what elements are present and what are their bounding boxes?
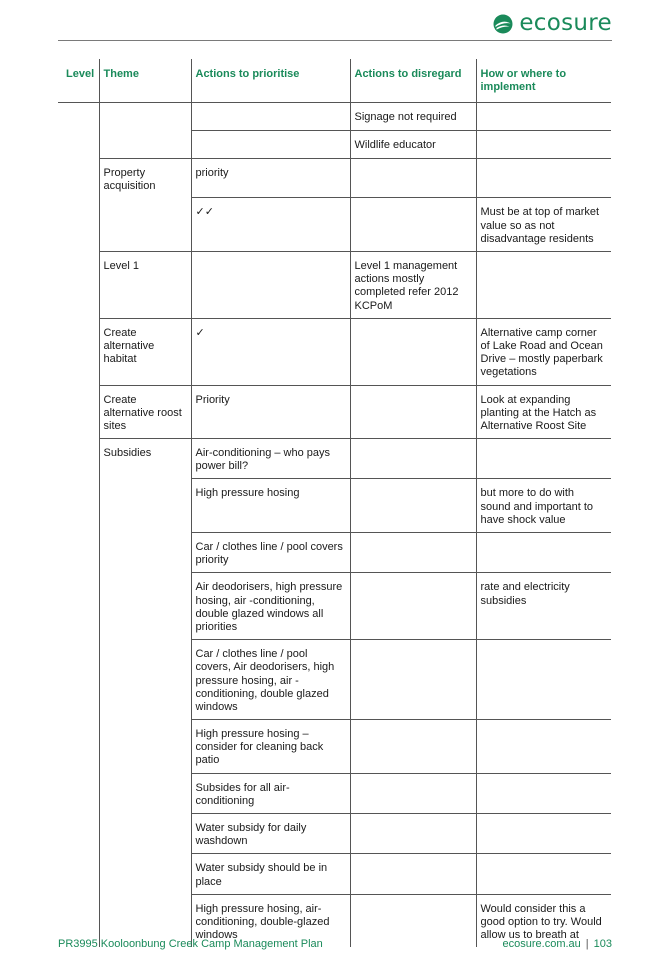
- level-cell: [58, 640, 99, 720]
- prioritise-cell: High pressure hosing: [191, 479, 350, 533]
- theme-cell: Create alternative habitat: [99, 318, 191, 385]
- level-cell: [58, 131, 99, 158]
- level-cell: [58, 318, 99, 385]
- theme-cell: [99, 640, 191, 720]
- prioritise-cell: Air-conditioning – who pays power bill?: [191, 439, 350, 479]
- level-cell: [58, 479, 99, 533]
- table-row: [58, 131, 611, 158]
- footer-document-title: PR3995 Kooloonbung Creek Camp Management Plan: [58, 938, 323, 950]
- theme-cell: Property acquisition: [99, 158, 191, 198]
- page-number: 103: [593, 938, 612, 950]
- table-row: [58, 854, 611, 894]
- disregard-cell: [350, 720, 476, 774]
- prioritise-cell: Car / clothes line / pool covers, Air deodorisers, high pressure hosing, air -conditioning, double glazed windows: [191, 640, 350, 720]
- implement-cell: Would consider this a good option to try. Would allow us to breath at: [476, 894, 611, 947]
- column-header-how-or-where-to-implement: How or where to implement: [476, 59, 611, 103]
- column-header-level: Level: [58, 59, 99, 103]
- disregard-cell: [350, 854, 476, 894]
- level-cell: [58, 720, 99, 774]
- table-row: [58, 103, 611, 131]
- theme-cell: [99, 533, 191, 573]
- implement-cell: [476, 252, 611, 319]
- implement-cell: [476, 439, 611, 479]
- disregard-cell: [350, 318, 476, 385]
- disregard-cell: Signage not required: [350, 103, 476, 131]
- disregard-cell: Wildlife educator: [350, 131, 476, 158]
- table-row: [58, 640, 611, 720]
- level-cell: [58, 533, 99, 573]
- theme-cell: Level 1: [99, 252, 191, 319]
- level-cell: [58, 773, 99, 813]
- implement-cell: [476, 103, 611, 131]
- prioritise-cell: ✓: [191, 318, 350, 385]
- level-cell: [58, 252, 99, 319]
- prioritise-cell: Car / clothes line / pool covers priority: [191, 533, 350, 573]
- implement-cell: [476, 854, 611, 894]
- table-row: [58, 318, 611, 385]
- implement-cell: [476, 720, 611, 774]
- disregard-cell: [350, 640, 476, 720]
- disregard-cell: [350, 573, 476, 640]
- implement-cell: [476, 640, 611, 720]
- prioritise-cell: High pressure hosing – consider for cleaning back patio: [191, 720, 350, 774]
- implement-cell: Alternative camp corner of Lake Road and Ocean Drive – mostly paperbark vegetations: [476, 318, 611, 385]
- table-row: [58, 252, 611, 319]
- header-rule: [58, 40, 612, 41]
- theme-cell: [99, 131, 191, 158]
- implement-cell: Must be at top of market value so as not disadvantage residents: [476, 198, 611, 252]
- column-header-actions-to-prioritise: Actions to prioritise: [191, 59, 350, 103]
- level-cell: [58, 814, 99, 854]
- table-header-row: [58, 59, 611, 103]
- level-cell: [58, 103, 99, 131]
- disregard-cell: [350, 158, 476, 198]
- level-cell: [58, 385, 99, 439]
- level-cell: [58, 198, 99, 252]
- prioritise-cell: priority: [191, 158, 350, 198]
- column-header-theme: Theme: [99, 59, 191, 103]
- level-cell: [58, 158, 99, 198]
- theme-cell: [99, 103, 191, 131]
- table-row: [58, 385, 611, 439]
- theme-cell: Create alternative roost sites: [99, 385, 191, 439]
- disregard-cell: [350, 773, 476, 813]
- table-row: [58, 814, 611, 854]
- level-cell: [58, 854, 99, 894]
- prioritise-cell: Subsides for all air-conditioning: [191, 773, 350, 813]
- theme-cell: [99, 854, 191, 894]
- table-row: [58, 158, 611, 198]
- implement-cell: rate and electricity subsidies: [476, 573, 611, 640]
- disregard-cell: [350, 439, 476, 479]
- table-row: [58, 533, 611, 573]
- management-actions-table: [58, 59, 611, 947]
- implement-cell: [476, 158, 611, 198]
- implement-cell: Look at expanding planting at the Hatch as Alternative Roost Site: [476, 385, 611, 439]
- prioritise-cell: [191, 252, 350, 319]
- prioritise-cell: Priority: [191, 385, 350, 439]
- implement-cell: but more to do with sound and important to have shock value: [476, 479, 611, 533]
- theme-cell: Subsidies: [99, 439, 191, 479]
- footer-website: ecosure.com.au: [502, 938, 581, 950]
- footer-separator: |: [585, 938, 589, 950]
- page-footer: [58, 938, 612, 950]
- level-cell: [58, 573, 99, 640]
- level-cell: [58, 439, 99, 479]
- theme-cell: [99, 479, 191, 533]
- table-row: [58, 773, 611, 813]
- disregard-cell: Level 1 management actions mostly completed refer 2012 KCPoM: [350, 252, 476, 319]
- theme-cell: [99, 773, 191, 813]
- table-row: [58, 720, 611, 774]
- footer-right: [503, 938, 612, 950]
- table-row: [58, 439, 611, 479]
- prioritise-cell: Water subsidy for daily washdown: [191, 814, 350, 854]
- prioritise-cell: Air deodorisers, high pressure hosing, air -conditioning, double glazed windows all priorities: [191, 573, 350, 640]
- disregard-cell: [350, 479, 476, 533]
- theme-cell: [99, 198, 191, 252]
- theme-cell: [99, 814, 191, 854]
- prioritise-cell: High pressure hosing, air-conditioning, double-glazed windows: [191, 894, 350, 947]
- theme-cell: [99, 573, 191, 640]
- implement-cell: [476, 773, 611, 813]
- table-row: [58, 198, 611, 252]
- implement-cell: [476, 814, 611, 854]
- column-header-actions-to-disregard: Actions to disregard: [350, 59, 476, 103]
- table-row: [58, 479, 611, 533]
- table-row: [58, 573, 611, 640]
- implement-cell: [476, 533, 611, 573]
- disregard-cell: [350, 198, 476, 252]
- prioritise-cell: Water subsidy should be in place: [191, 854, 350, 894]
- disregard-cell: [350, 533, 476, 573]
- ecosure-logo: [493, 12, 612, 35]
- prioritise-cell: ✓✓: [191, 198, 350, 252]
- prioritise-cell: [191, 103, 350, 131]
- prioritise-cell: [191, 131, 350, 158]
- implement-cell: [476, 131, 611, 158]
- theme-cell: [99, 720, 191, 774]
- disregard-cell: [350, 814, 476, 854]
- logo-text: ecosure: [519, 10, 612, 36]
- ecosure-leaf-logo-icon: [493, 14, 513, 34]
- disregard-cell: [350, 385, 476, 439]
